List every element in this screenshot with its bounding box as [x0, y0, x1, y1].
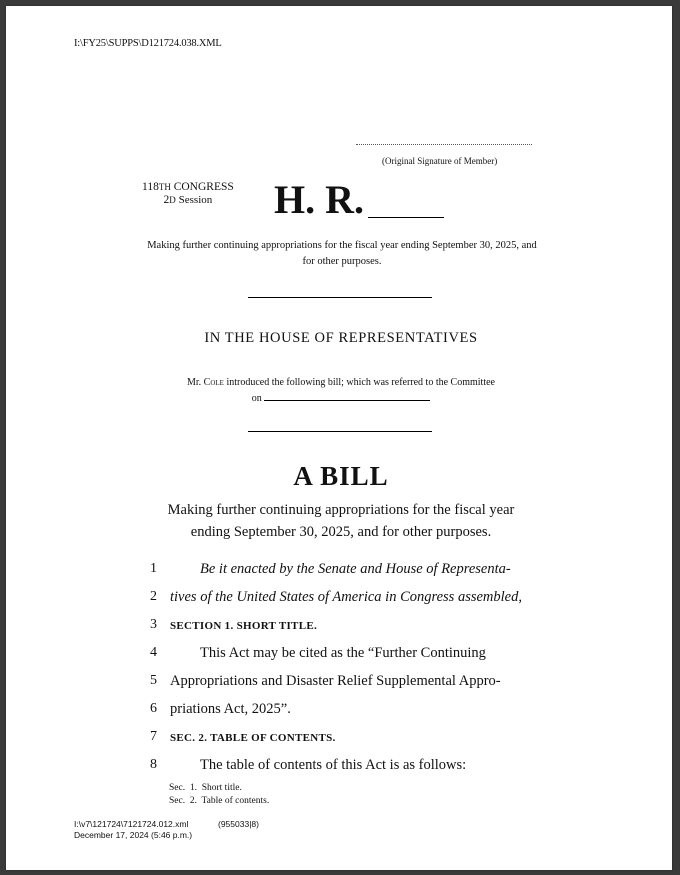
bill-number-label: H. R. [274, 177, 364, 222]
line-number: 6 [150, 701, 157, 716]
house-heading: IN THE HOUSE OF REPRESENTATIVES [204, 330, 478, 346]
line-number: 4 [150, 645, 157, 660]
line-number: 3 [150, 617, 157, 632]
enacting-clause-line: tives of the United States of America in Congress assembled, [170, 589, 522, 605]
congress-label: 118TH CONGRESS [142, 181, 234, 193]
bill-number-blank [368, 217, 444, 218]
divider [248, 297, 432, 298]
bill-title: A BILL [293, 461, 389, 491]
committee-blank [264, 392, 430, 401]
divider [248, 431, 432, 432]
footer-date: December 17, 2024 (5:46 p.m.) [74, 830, 193, 840]
body-line: The table of contents of this Act is as follows: [200, 757, 467, 773]
session-label: 2D Session [163, 194, 213, 206]
introduction-text: Mr. Cole introduced the following bill; which was referred to the Committee on [187, 377, 495, 404]
summary-top: Making further continuing appropriations for the fiscal year ending September 30, 2025, and for other purposes. [147, 240, 537, 267]
section-heading: SEC. 2. TABLE OF CONTENTS. [170, 732, 336, 744]
body-line: priations Act, 2025”. [170, 701, 291, 717]
enacting-clause-line: Be it enacted by the Senate and House of Representa- [200, 561, 511, 577]
line-number: 1 [150, 561, 157, 576]
file-path: I:\FY25\SUPPS\D121724.038.XML [74, 38, 222, 49]
table-of-contents [169, 782, 269, 808]
footer-info [74, 819, 192, 841]
line-number: 2 [150, 589, 157, 604]
document-page [6, 6, 672, 870]
footer-file: I:\v7\121724\7121724.012.xml [74, 819, 189, 829]
line-number: 7 [150, 729, 157, 744]
signature-caption: (Original Signature of Member) [382, 156, 498, 166]
toc-entry: Sec. 1. Short title. [169, 783, 242, 793]
toc-entry: Sec. 2. Table of contents. [169, 796, 270, 806]
body-line: Appropriations and Disaster Relief Supplemental Appro- [170, 673, 501, 689]
body-line: This Act may be cited as the “Further Continuing [200, 645, 486, 661]
signature-line [356, 144, 532, 145]
congress-session [142, 181, 234, 207]
section-heading: SECTION 1. SHORT TITLE. [170, 620, 318, 632]
bill-summary: Making further continuing appropriations for the fiscal year ending September 30, 2025, and for other purposes. [167, 502, 515, 540]
line-number: 5 [150, 673, 157, 688]
footer-code: (955033|8) [218, 819, 259, 829]
line-number: 8 [150, 757, 157, 772]
